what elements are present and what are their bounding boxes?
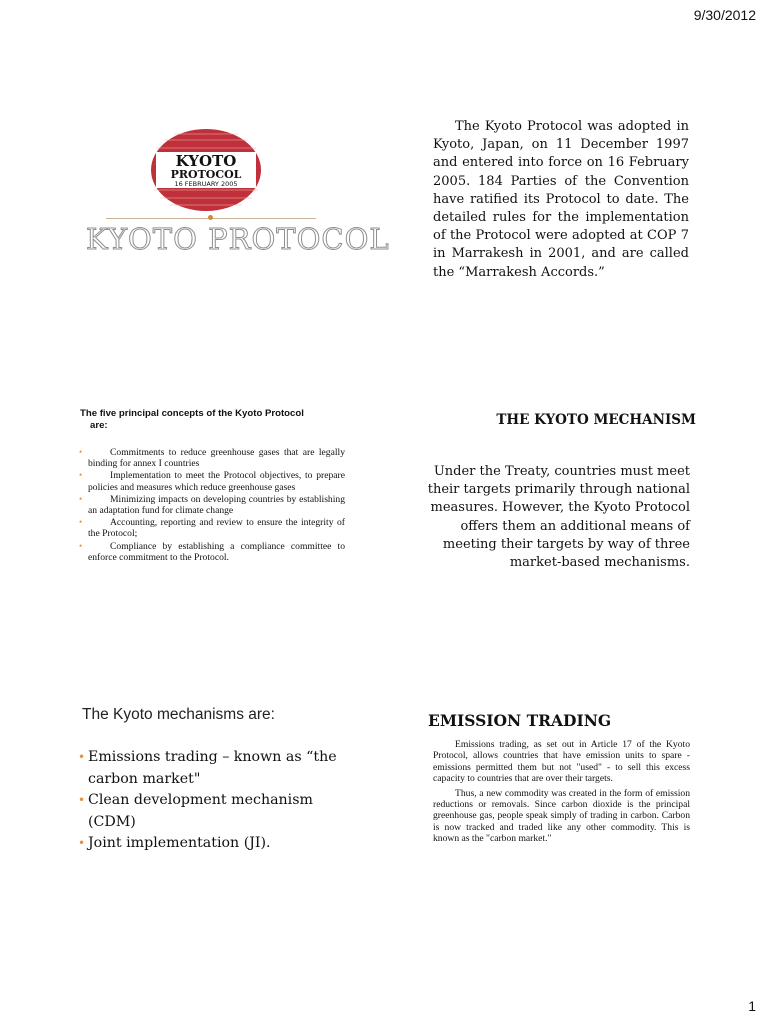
logo-title: KYOTO PROTOCOL	[86, 222, 390, 256]
bullet-icon: •	[78, 750, 86, 764]
bullet-icon: •	[79, 540, 83, 551]
bullet-icon: •	[78, 793, 86, 807]
list-item: • Compliance by establishing a compliance committee to enforce commitment to the Protocol.	[79, 540, 345, 563]
emission-paragraph: Emissions trading, as set out in Article 17 of the Kyoto Protocol, allows countries that have emission units to spare - emissions permitted them but not "used" - to sell this excess capacity to countries that are over their targets.	[433, 739, 690, 785]
svg-text:16 FEBRUARY 2005: 16 FEBRUARY 2005	[174, 180, 238, 188]
mechanism-heading: THE KYOTO MECHANISM	[496, 412, 696, 428]
bullet-icon: •	[79, 493, 83, 504]
mechanisms-title: The Kyoto mechanisms are:	[82, 706, 275, 723]
emission-heading: EMISSION TRADING	[428, 711, 612, 730]
kyoto-seal-icon	[150, 128, 262, 212]
concepts-list	[80, 447, 345, 564]
list-item: • Minimizing impacts on developing countries by establishing an adaptation fund for climate change	[79, 493, 345, 517]
list-item: • Accounting, reporting and review to ensure the integrity of the Protocol;	[79, 517, 345, 540]
date-stamp: 9/30/2012	[693, 7, 756, 23]
logo-dot	[208, 215, 213, 220]
list-item: • Joint implementation (JI).	[78, 833, 358, 855]
svg-text:KYOTO: KYOTO	[175, 152, 237, 170]
emission-paragraph: Thus, a new commodity was created in the form of emission reductions or removals. Since carbon dioxide is the principal greenhouse gas, people speak simply of trading in carbon. Carbon is now tracked and traded like any other commodity. This is known as the "carbon market."	[433, 787, 690, 845]
bullet-icon: •	[79, 470, 83, 481]
page-number: 1	[748, 998, 756, 1014]
list-item: • Implementation to meet the Protocol objectives, to prepare policies and measures which reduce greenhouse gases	[79, 470, 345, 493]
list-item: • Commitments to reduce greenhouse gases that are legally binding for annex I countries	[79, 447, 345, 470]
adoption-paragraph: The Kyoto Protocol was adopted in Kyoto, Japan, on 11 December 1997 and entered into force on 16 February 2005. 184 Parties of the Convention have ratified its Protocol to date. The detailed rules for the implementation of the Protocol were adopted at COP 7 in Marrakesh in 2001, and are called the “Marrakesh Accords.”	[433, 119, 689, 280]
bullet-icon: •	[78, 836, 86, 850]
emission-text	[433, 739, 690, 848]
kyoto-logo	[78, 118, 390, 268]
concepts-title: The five principal concepts of the Kyoto Protocol are:	[80, 408, 304, 431]
mechanism-paragraph: Under the Treaty, countries must meet their targets primarily through national measures. However, the Kyoto Protocol offers them an additional means of meeting their targets by way of three market-based mechanisms.	[427, 464, 690, 571]
bullet-icon: •	[79, 517, 83, 528]
bullet-icon: •	[79, 447, 83, 457]
svg-text:PROTOCOL: PROTOCOL	[170, 168, 242, 181]
list-item: • Emissions trading – known as “the carbon market"	[78, 749, 337, 787]
list-item: • Clean development mechanism (CDM)	[78, 792, 313, 830]
mechanisms-list	[78, 747, 358, 855]
